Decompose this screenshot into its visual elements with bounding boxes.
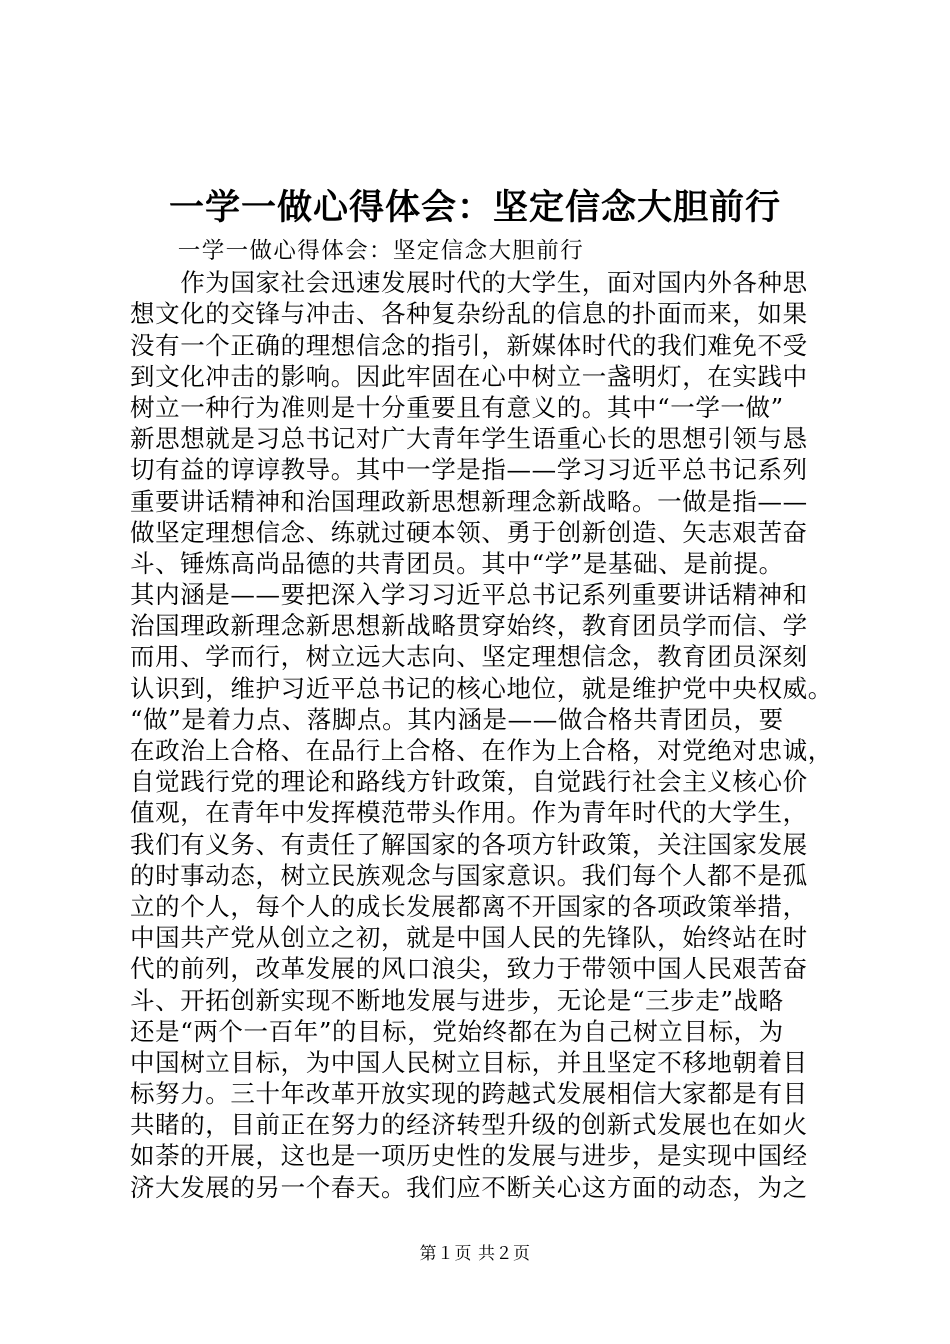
body-line: 切有益的谆谆教导。其中一学是指——学习习近平总书记系列 [130, 455, 808, 485]
body-line: 想文化的交锋与冲击、各种复杂纷乱的信息的扑面而来，如果 [130, 299, 808, 329]
body-line: 新思想就是习总书记对广大青年学生语重心长的思想引领与恳 [130, 424, 808, 454]
body-line: 斗、开拓创新实现不断地发展与进步，无论是“三步走”战略 [130, 985, 784, 1015]
body-line: 树立一种行为准则是十分重要且有意义的。其中“一学一做” [130, 392, 784, 422]
body-line: 代的前列，改革发展的风口浪尖，致力于带领中国人民艰苦奋 [130, 954, 808, 984]
body-line: 在政治上合格、在品行上合格、在作为上合格，对党绝对忠诚， [130, 736, 833, 765]
body-line: 共睹的，目前正在努力的经济转型升级的创新式发展也在如火 [130, 1110, 808, 1140]
body-line: 自觉践行党的理论和路线方针政策，自觉践行社会主义核心价 [130, 767, 808, 797]
body-line: 认识到，维护习近平总书记的核心地位，就是维护党中央权威。 [130, 673, 833, 703]
body-line: 治国理政新理念新思想新战略贯穿始终，教育团员学而信、学 [130, 611, 808, 641]
page-indicator: 第１页 共２页 [419, 1244, 531, 1264]
body-line: 而用、学而行，树立远大志向、坚定理想信念，教育团员深刻 [130, 642, 808, 672]
body-line: 我们有义务、有责任了解国家的各项方针政策，关注国家发展 [130, 829, 808, 859]
body-line: 重要讲话精神和治国理政新思想新理念新战略。一做是指—— [130, 486, 808, 516]
body-line: 中国树立目标，为中国人民树立目标，并且坚定不移地朝着目 [130, 1047, 808, 1077]
body-line: 标努力。三十年改革开放实现的跨越式发展相信大家都是有目 [130, 1079, 808, 1109]
body-line: 中国共产党从创立之初，就是中国人民的先锋队，始终站在时 [130, 923, 808, 953]
body-line: 一学一做心得体会：坚定信念大胆前行 [130, 238, 585, 264]
document-title: 一学一做心得体会：坚定信念大胆前行 [168, 187, 781, 228]
document-body [130, 236, 833, 1203]
body-line: 的时事动态，树立民族观念与国家意识。我们每个人都不是孤 [130, 860, 808, 890]
body-line: 立的个人，每个人的成长发展都离不开国家的各项政策举措， [130, 891, 808, 921]
body-line: 斗、锤炼高尚品德的共青团员。其中“学”是基础、是前提。 [130, 548, 784, 578]
body-line: 济大发展的另一个春天。我们应不断关心这方面的动态，为之 [130, 1172, 808, 1202]
body-line: 如荼的开展，这也是一项历史性的发展与进步，是实现中国经 [130, 1141, 808, 1171]
body-line: 其内涵是——要把深入学习习近平总书记系列重要讲话精神和 [130, 580, 808, 610]
body-line: 到文化冲击的影响。因此牢固在心中树立一盏明灯，在实践中 [130, 361, 808, 391]
body-line: 没有一个正确的理想信念的指引，新媒体时代的我们难免不受 [130, 330, 808, 360]
body-line: 还是“两个一百年”的目标，党始终都在为自己树立目标，为 [130, 1016, 784, 1046]
body-line: 作为国家社会迅速发展时代的大学生，面对国内外各种思 [130, 268, 808, 298]
body-line: “做”是着力点、落脚点。其内涵是——做合格共青团员，要 [130, 704, 784, 734]
body-line: 值观，在青年中发挥模范带头作用。作为青年时代的大学生， [130, 798, 808, 828]
body-line: 做坚定理想信念、练就过硬本领、勇于创新创造、矢志艰苦奋 [130, 517, 808, 547]
